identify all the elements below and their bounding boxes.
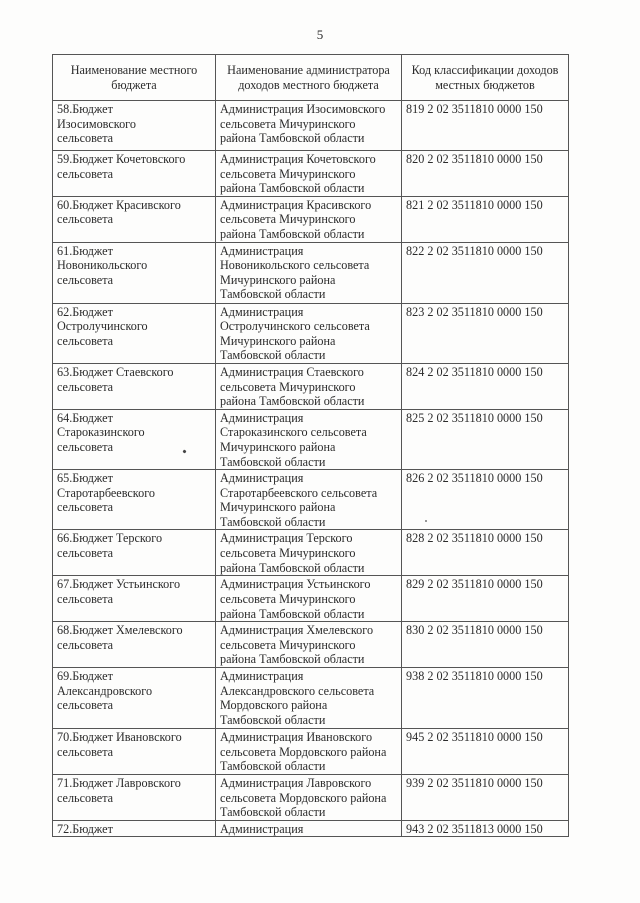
administrator-cell	[216, 363, 402, 409]
table-row	[53, 409, 569, 469]
budget-name-cell-text: 70.Бюджет Ивановского сельсовета	[57, 730, 182, 759]
budget-name-cell	[53, 101, 216, 151]
table-row	[53, 622, 569, 668]
classification-code-cell-text: 828 2 02 3511810 0000 150	[406, 531, 543, 546]
classification-code-cell	[402, 196, 569, 242]
classification-code-cell	[402, 668, 569, 729]
budget-name-cell-text: 71.Бюджет Лавровского сельсовета	[57, 776, 181, 805]
revenue-administrators-table	[52, 54, 569, 837]
table-row	[53, 303, 569, 363]
classification-code-cell	[402, 303, 569, 363]
classification-code-cell	[402, 775, 569, 821]
administrator-cell-text: Администрация Устьинского сельсовета Мичуринского района Тамбовской области	[220, 577, 371, 621]
table-row	[53, 729, 569, 775]
administrator-cell-text: Администрация Лавровского сельсовета Мордовского района Тамбовской области	[220, 776, 387, 820]
budget-name-cell-text: 67.Бюджет Устьинского сельсовета	[57, 577, 181, 607]
administrator-cell	[216, 101, 402, 151]
table-row	[53, 668, 569, 729]
classification-code-cell-text: 939 2 02 3511810 0000 150	[406, 776, 543, 791]
budget-name-cell-text: 58.Бюджет Изосимовского сельсовета	[57, 102, 136, 146]
administrator-cell	[216, 668, 402, 729]
classification-code-cell	[402, 151, 569, 197]
budget-name-cell	[53, 775, 216, 821]
table-row	[53, 101, 569, 151]
administrator-cell	[216, 196, 402, 242]
budget-name-cell-text: 62.Бюджет Остролучинского сельсовета	[57, 304, 148, 348]
classification-code-cell-text: 822 2 02 3511810 0000 150	[406, 243, 543, 258]
header-budget-name: Наименование местного бюджета	[53, 55, 216, 101]
classification-code-cell-text: 824 2 02 3511810 0000 150	[406, 364, 543, 379]
classification-code-cell-text: 825 2 02 3511810 0000 150	[406, 410, 543, 425]
budget-name-cell	[53, 242, 216, 303]
classification-code-cell-text: 829 2 02 3511810 0000 150	[406, 577, 543, 592]
classification-code-cell	[402, 622, 569, 668]
administrator-cell	[216, 729, 402, 775]
classification-code-cell-text: 938 2 02 3511810 0000 150	[406, 669, 543, 684]
administrator-cell-text: Администрация Александровского сельсовета Мордовского района Тамбовской области	[220, 669, 375, 727]
administrator-cell	[216, 820, 402, 837]
administrator-cell-text: Администрация Староказинского сельсовета Мичуринского района Тамбовской области	[220, 410, 367, 469]
administrator-cell-text: Администрация Остролучинского сельсовета Мичуринского района Тамбовской области	[220, 304, 370, 363]
table-row	[53, 151, 569, 197]
administrator-cell-text: Администрация Новоникольского сельсовета Мичуринского района Тамбовской области	[220, 243, 370, 302]
table-row	[53, 196, 569, 242]
budget-name-cell	[53, 470, 216, 530]
budget-name-cell	[53, 576, 216, 622]
administrator-cell-text: Администрация Терского сельсовета Мичуринского района Тамбовской области	[220, 531, 365, 575]
budget-name-cell	[53, 622, 216, 668]
budget-name-cell	[53, 668, 216, 729]
page-number: 5	[316, 27, 324, 42]
classification-code-cell-text: 823 2 02 3511810 0000 150	[406, 304, 543, 319]
classification-code-cell	[402, 101, 569, 151]
administrator-cell	[216, 303, 402, 363]
budget-name-cell-text: 59.Бюджет Кочетовского сельсовета	[57, 152, 186, 181]
budget-name-cell	[53, 196, 216, 242]
budget-name-cell-text: 66.Бюджет Терского сельсовета	[57, 531, 163, 561]
budget-name-cell	[53, 151, 216, 197]
classification-code-cell-text: 826 2 02 3511810 0000 150	[406, 471, 543, 486]
budget-name-cell	[53, 729, 216, 775]
budget-name-cell	[53, 363, 216, 409]
budget-name-cell-text: 61.Бюджет Новоникольского сельсовета	[57, 243, 148, 287]
budget-name-cell-text: 69.Бюджет Александровского сельсовета	[57, 669, 153, 713]
classification-code-cell	[402, 409, 569, 469]
administrator-cell	[216, 409, 402, 469]
budget-name-cell	[53, 530, 216, 576]
classification-code-cell	[402, 363, 569, 409]
header-classification-code: Код классификации доходов местных бюджетов	[402, 55, 569, 101]
administrator-cell-text: Администрация Красивского сельсовета Мичуринского района Тамбовской области	[220, 197, 372, 241]
administrator-cell-text: Администрация Изосимовского сельсовета Мичуринского района Тамбовской области	[220, 102, 386, 146]
classification-code-cell-text: 819 2 02 3511810 0000 150	[406, 102, 543, 116]
ink-mark	[425, 520, 427, 522]
administrator-cell	[216, 151, 402, 197]
classification-code-cell	[402, 820, 569, 837]
administrator-cell-text: Администрация Старотарбеевского сельсовета Мичуринского района Тамбовской области	[220, 471, 378, 529]
budget-name-cell	[53, 409, 216, 469]
administrator-cell	[216, 470, 402, 530]
table-header-row	[53, 55, 569, 101]
table-row	[53, 775, 569, 821]
administrator-cell	[216, 242, 402, 303]
table-row	[53, 820, 569, 837]
table-row	[53, 242, 569, 303]
budget-name-cell-text: 72.Бюджет	[57, 821, 113, 836]
budget-name-cell	[53, 820, 216, 837]
table-row	[53, 530, 569, 576]
classification-code-cell-text: 821 2 02 3511810 0000 150	[406, 197, 543, 212]
table-row	[53, 470, 569, 530]
budget-name-cell-text: 65.Бюджет Старотарбеевского сельсовета	[57, 471, 155, 515]
classification-code-cell	[402, 530, 569, 576]
classification-code-cell	[402, 242, 569, 303]
administrator-cell-text: Администрация Кочетовского сельсовета Мичуринского района Тамбовской области	[220, 152, 376, 196]
budget-name-cell	[53, 303, 216, 363]
administrator-cell	[216, 622, 402, 668]
classification-code-cell	[402, 576, 569, 622]
classification-code-cell	[402, 729, 569, 775]
classification-code-cell-text: 830 2 02 3511810 0000 150	[406, 623, 543, 638]
administrator-cell-text: Администрация Хмелевского сельсовета Мичуринского района Тамбовской области	[220, 623, 374, 667]
administrator-cell-text: Администрация Стаевского сельсовета Мичуринского района Тамбовской области	[220, 364, 365, 409]
administrator-cell	[216, 775, 402, 821]
table-row	[53, 363, 569, 409]
administrator-cell-text: Администрация	[220, 821, 304, 836]
classification-code-cell-text: 820 2 02 3511810 0000 150	[406, 152, 543, 166]
budget-name-cell-text: 68.Бюджет Хмелевского сельсовета	[57, 623, 183, 652]
budget-name-cell-text: 64.Бюджет Староказинского сельсовета	[57, 410, 145, 454]
table-body	[53, 101, 569, 837]
budget-name-cell-text: 63.Бюджет Стаевского сельсовета	[57, 364, 174, 394]
header-administrator-name: Наименование администратора доходов местного бюджета	[216, 55, 402, 101]
administrator-cell-text: Администрация Ивановского сельсовета Мордовского района Тамбовской области	[220, 730, 387, 774]
administrator-cell	[216, 576, 402, 622]
budget-name-cell-text: 60.Бюджет Красивского сельсовета	[57, 197, 181, 227]
administrator-cell	[216, 530, 402, 576]
classification-code-cell-text: 943 2 02 3511813 0000 150	[406, 821, 543, 836]
classification-code-cell-text: 945 2 02 3511810 0000 150	[406, 730, 543, 745]
table-row	[53, 576, 569, 622]
